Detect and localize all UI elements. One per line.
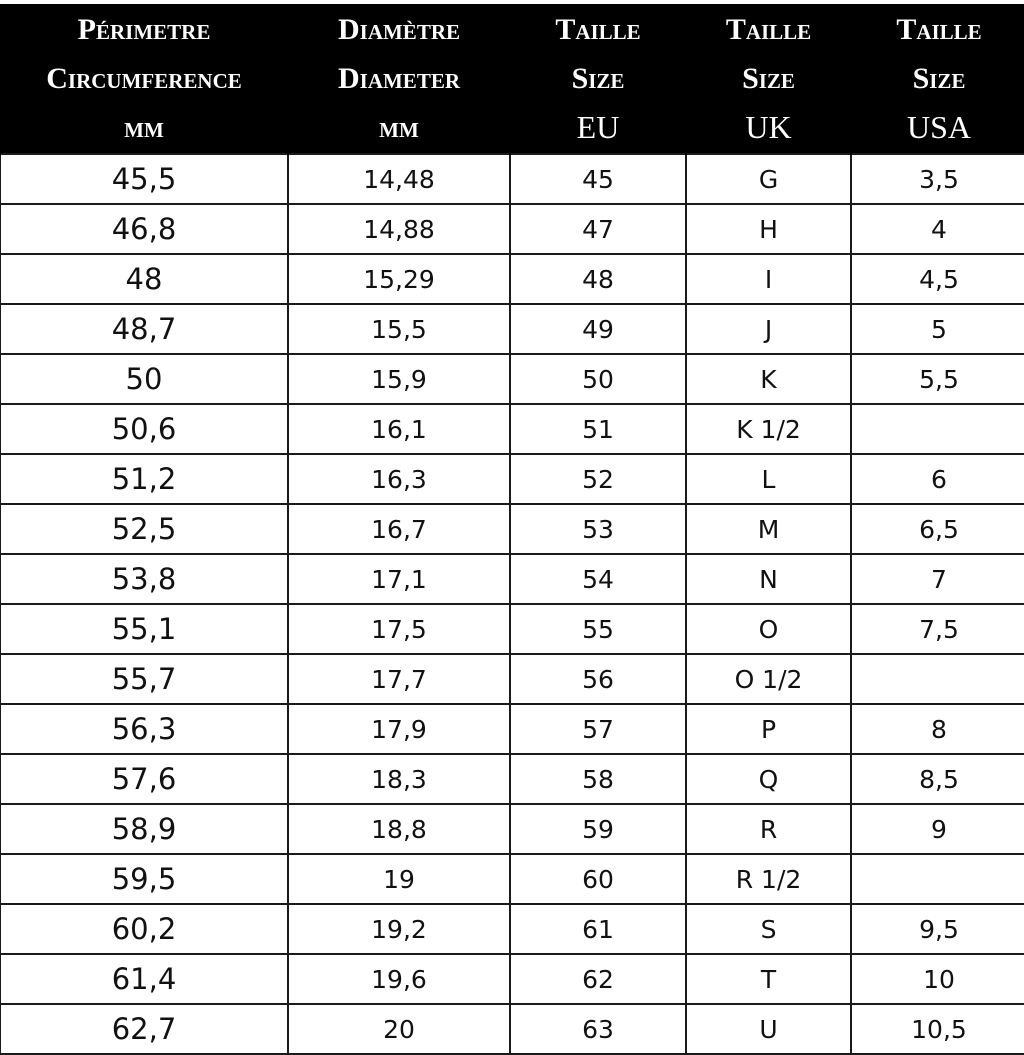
diameter-cell: 16,3 xyxy=(288,454,510,504)
diameter-cell: 17,7 xyxy=(288,654,510,704)
circumference-cell: 50,6 xyxy=(0,404,288,454)
circumference-cell: 62,7 xyxy=(0,1004,288,1054)
diameter-cell: 19 xyxy=(288,854,510,904)
size-uk-cell: N xyxy=(686,554,851,604)
header-line: Size xyxy=(912,62,966,95)
size-usa-cell: 7 xyxy=(851,554,1024,604)
size-eu-cell: 60 xyxy=(510,854,686,904)
table-row xyxy=(0,854,1024,904)
size-usa-cell: 8,5 xyxy=(851,754,1024,804)
circumference-cell: 48 xyxy=(0,254,288,304)
diameter-cell: 15,29 xyxy=(288,254,510,304)
diameter-cell: 16,7 xyxy=(288,504,510,554)
header-line: Diameter xyxy=(337,62,460,95)
table-row xyxy=(0,304,1024,354)
size-eu-cell: 47 xyxy=(510,204,686,254)
size-eu-cell: 56 xyxy=(510,654,686,704)
circumference-cell: 48,7 xyxy=(0,304,288,354)
circumference-cell: 46,8 xyxy=(0,204,288,254)
diameter-cell: 16,1 xyxy=(288,404,510,454)
circumference-cell: 55,7 xyxy=(0,654,288,704)
diameter-cell: 15,5 xyxy=(288,304,510,354)
size-uk-cell: J xyxy=(686,304,851,354)
table-row xyxy=(0,204,1024,254)
header-region: EU xyxy=(576,109,620,145)
table-row xyxy=(0,954,1024,1004)
size-uk-cell: O xyxy=(686,604,851,654)
header-size-usa xyxy=(851,4,1024,154)
size-uk-cell: S xyxy=(686,904,851,954)
size-uk-cell: Q xyxy=(686,754,851,804)
size-eu-cell: 52 xyxy=(510,454,686,504)
table-row xyxy=(0,654,1024,704)
circumference-cell: 57,6 xyxy=(0,754,288,804)
size-uk-cell: U xyxy=(686,1004,851,1054)
size-uk-cell: P xyxy=(686,704,851,754)
size-usa-cell: 10 xyxy=(851,954,1024,1004)
circumference-cell: 58,9 xyxy=(0,804,288,854)
header-unit: mm xyxy=(124,111,164,144)
diameter-cell: 19,6 xyxy=(288,954,510,1004)
diameter-cell: 20 xyxy=(288,1004,510,1054)
table-body xyxy=(0,154,1024,1054)
table-row xyxy=(0,704,1024,754)
diameter-cell: 14,88 xyxy=(288,204,510,254)
table-row xyxy=(0,354,1024,404)
size-usa-cell: 8 xyxy=(851,704,1024,754)
size-uk-cell: K 1/2 xyxy=(686,404,851,454)
size-eu-cell: 55 xyxy=(510,604,686,654)
circumference-cell: 61,4 xyxy=(0,954,288,1004)
diameter-cell: 19,2 xyxy=(288,904,510,954)
header-line: Size xyxy=(742,62,795,95)
size-eu-cell: 58 xyxy=(510,754,686,804)
size-eu-cell: 53 xyxy=(510,504,686,554)
table-row xyxy=(0,1004,1024,1054)
table-row xyxy=(0,454,1024,504)
size-uk-cell: L xyxy=(686,454,851,504)
diameter-cell: 15,9 xyxy=(288,354,510,404)
size-uk-cell: G xyxy=(686,154,851,204)
header-diameter xyxy=(288,4,510,154)
circumference-cell: 52,5 xyxy=(0,504,288,554)
circumference-cell: 45,5 xyxy=(0,154,288,204)
diameter-cell: 18,8 xyxy=(288,804,510,854)
circumference-cell: 50 xyxy=(0,354,288,404)
header-row xyxy=(0,4,1024,154)
size-uk-cell: K xyxy=(686,354,851,404)
circumference-cell: 51,2 xyxy=(0,454,288,504)
size-usa-cell: 5 xyxy=(851,304,1024,354)
size-eu-cell: 51 xyxy=(510,404,686,454)
header-line: Diamètre xyxy=(337,13,460,46)
header-line: Taille xyxy=(555,13,641,46)
circumference-cell: 59,5 xyxy=(0,854,288,904)
size-usa-cell: 4,5 xyxy=(851,254,1024,304)
size-eu-cell: 61 xyxy=(510,904,686,954)
size-eu-cell: 62 xyxy=(510,954,686,1004)
table-row xyxy=(0,904,1024,954)
size-usa-cell: 5,5 xyxy=(851,354,1024,404)
size-usa-cell: 9 xyxy=(851,804,1024,854)
size-uk-cell: R 1/2 xyxy=(686,854,851,904)
table-row xyxy=(0,504,1024,554)
circumference-cell: 60,2 xyxy=(0,904,288,954)
table-row xyxy=(0,554,1024,604)
size-usa-cell: 6,5 xyxy=(851,504,1024,554)
circumference-cell: 55,1 xyxy=(0,604,288,654)
table-row xyxy=(0,754,1024,804)
header-region: UK xyxy=(745,109,792,145)
size-uk-cell: R xyxy=(686,804,851,854)
table-row xyxy=(0,254,1024,304)
size-eu-cell: 50 xyxy=(510,354,686,404)
header-line: Taille xyxy=(896,13,982,46)
diameter-cell: 17,5 xyxy=(288,604,510,654)
header-line: Size xyxy=(571,62,625,95)
size-eu-cell: 63 xyxy=(510,1004,686,1054)
header-unit: mm xyxy=(379,111,419,144)
size-usa-cell xyxy=(851,854,1024,904)
size-uk-cell: O 1/2 xyxy=(686,654,851,704)
table-row xyxy=(0,404,1024,454)
size-usa-cell: 9,5 xyxy=(851,904,1024,954)
size-eu-cell: 57 xyxy=(510,704,686,754)
diameter-cell: 14,48 xyxy=(288,154,510,204)
size-usa-cell: 7,5 xyxy=(851,604,1024,654)
table-row xyxy=(0,604,1024,654)
size-usa-cell: 10,5 xyxy=(851,1004,1024,1054)
diameter-cell: 17,9 xyxy=(288,704,510,754)
circumference-cell: 53,8 xyxy=(0,554,288,604)
size-usa-cell xyxy=(851,654,1024,704)
table-header xyxy=(0,4,1024,154)
header-size-uk xyxy=(686,4,851,154)
header-line: Taille xyxy=(725,13,812,46)
size-eu-cell: 49 xyxy=(510,304,686,354)
size-eu-cell: 54 xyxy=(510,554,686,604)
size-usa-cell: 4 xyxy=(851,204,1024,254)
size-uk-cell: M xyxy=(686,504,851,554)
size-usa-cell: 3,5 xyxy=(851,154,1024,204)
size-uk-cell: H xyxy=(686,204,851,254)
size-uk-cell: I xyxy=(686,254,851,304)
table-row xyxy=(0,154,1024,204)
diameter-cell: 17,1 xyxy=(288,554,510,604)
ring-size-table xyxy=(0,4,1024,1055)
circumference-cell: 56,3 xyxy=(0,704,288,754)
header-size-eu xyxy=(510,4,686,154)
size-usa-cell xyxy=(851,404,1024,454)
size-usa-cell: 6 xyxy=(851,454,1024,504)
size-eu-cell: 48 xyxy=(510,254,686,304)
size-uk-cell: T xyxy=(686,954,851,1004)
diameter-cell: 18,3 xyxy=(288,754,510,804)
header-line: Périmetre xyxy=(77,13,211,46)
header-circumference xyxy=(0,4,288,154)
header-region: USA xyxy=(906,109,971,145)
size-eu-cell: 59 xyxy=(510,804,686,854)
size-eu-cell: 45 xyxy=(510,154,686,204)
header-line: Circumference xyxy=(46,62,242,95)
table-row xyxy=(0,804,1024,854)
